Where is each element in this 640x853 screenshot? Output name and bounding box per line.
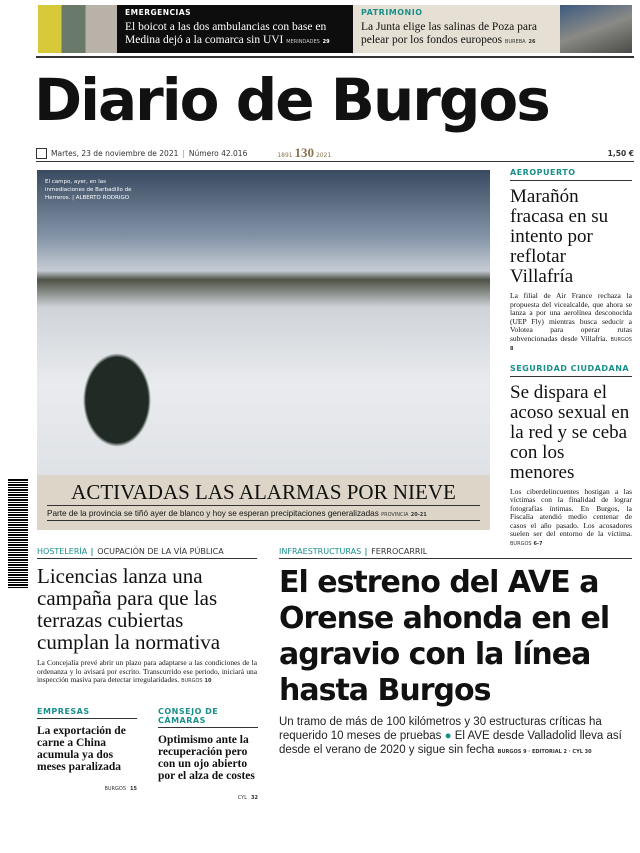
bullet-icon: ● xyxy=(444,730,452,742)
brief-camaras[interactable] xyxy=(158,707,258,804)
kicker: INFRAESTRUCTURAS xyxy=(279,547,362,556)
issue-number: Número 42.016 xyxy=(188,148,248,158)
teaser-headline: La Junta elige las salinas de Poza para pelear por los fondos europeos xyxy=(361,21,537,46)
headline: Marañón fracasa en su intento por reflotar Villafría xyxy=(510,186,609,287)
ref-page: 8 xyxy=(510,346,514,352)
date: Martes, 23 de noviembre de 2021 xyxy=(51,148,179,158)
article-aeropuerto[interactable] xyxy=(510,168,632,354)
subkicker: OCUPACIÓN DE LA VÍA PÚBLICA xyxy=(97,547,224,556)
kicker: EMPRESAS xyxy=(37,707,137,719)
main-photo-band[interactable] xyxy=(37,475,490,530)
ref-page: 20-21 xyxy=(410,512,427,518)
subkicker: FERROCARRIL xyxy=(371,547,428,556)
refs: BURGOS 9 · EDITORIAL 2 · CYL 30 xyxy=(497,749,592,755)
price: 1,50 € xyxy=(607,148,634,158)
pine-tree xyxy=(77,345,157,455)
divider xyxy=(36,56,634,58)
kicker: SEGURIDAD CIUDADANA xyxy=(510,364,632,377)
teaser-emergencias[interactable] xyxy=(117,5,353,53)
teaser-ref: MERINDADES xyxy=(286,39,320,45)
ref: BURGOS xyxy=(610,336,632,343)
anniversary-logo: 1891 130 2021 xyxy=(277,145,332,160)
photo-credit: ALBERTO RODRIGO xyxy=(75,195,130,201)
headline: La exportación de carne a China acumula ya dos meses paralizada xyxy=(37,725,126,773)
divider xyxy=(36,161,634,162)
teaser-page: 29 xyxy=(322,39,330,45)
ref-page: 6-7 xyxy=(533,540,543,547)
dateline: Martes, 23 de noviembre de 2021 | Número 42.016 1891 130 2021 1,50 € xyxy=(36,146,634,160)
headline: El estreno del AVE a Orense ahonda en el agravio con la línea hasta Burgos xyxy=(279,565,610,708)
ref-page: 10 xyxy=(204,678,212,684)
body: La Concejalía prevé abrir un plazo para adaptarse a las condiciones de la ordenanza y lo avisará por escrito. Transcurrido ese periodo, iniciará una inspección masiva para detectar irregularidades. xyxy=(37,658,257,684)
body: La filial de Air France rechaza la propuesta del vicealcalde, que ahora se lanza a por una aerolínea desconocida (UEP Fly) mientras busca seducir a Volotea para operar rutas subvencionadas desde Villafría. xyxy=(510,291,632,343)
article-hosteleria[interactable]: HOSTELERÍA | OCUPACIÓN DE LA VÍA PÚBLICA Licencias lanza una campaña para que las terrazas cubiertas cumplan la normativa La Concejalía prevé abrir un plazo para adaptarse a las condiciones de la ordenanza y lo avisará por escrito. Transcurrido ese periodo, iniciará una inspección masiva para detectar irregularidades. BURGOS 10 xyxy=(37,547,257,684)
kicker: HOSTELERÍA xyxy=(37,547,88,556)
barcode xyxy=(8,478,28,588)
ref-page: 15 xyxy=(130,786,137,792)
headline: Licencias lanza una campaña para que las terrazas cubiertas cumplan la normativa xyxy=(37,564,221,654)
brief-empresas[interactable] xyxy=(37,707,137,795)
main-photo-snow: El campo, ayer, en las inmediaciones de Barbadillo de Herreros. | ALBERTO RODRIGO xyxy=(37,170,490,475)
teaser-kicker: EMERGENCIAS xyxy=(125,8,192,17)
main-subhead: Parte de la provincia se tiñó ayer de blanco y hoy se esperan precipitaciones generalizadas xyxy=(47,509,379,518)
article-seguridad[interactable] xyxy=(510,364,632,549)
city-shield-icon xyxy=(36,148,47,159)
headline: Se dispara el acoso sexual en la red y se ceba con los menores xyxy=(510,381,630,483)
teaser-photo-ambulance xyxy=(38,5,117,53)
ref: CYL xyxy=(237,795,248,801)
kicker: AEROPUERTO xyxy=(510,168,632,181)
teaser-headline: El boicot a las dos ambulancias con base en Medina dejó a la comarca sin UVI xyxy=(125,21,327,46)
ref: PROVINCIA xyxy=(381,512,409,518)
teaser-page: 26 xyxy=(528,39,536,45)
ref: BURGOS xyxy=(510,540,532,547)
masthead-title: Diario de Burgos xyxy=(34,66,549,134)
dek: Un tramo de más de 100 kilómetros y 30 estructuras críticas ha requerido 10 meses de pruebas xyxy=(279,716,602,742)
right-column xyxy=(510,168,632,548)
photo-caption: El campo, ayer, en las inmediaciones de Barbadillo de Herreros. xyxy=(45,179,132,201)
article-lead-ave[interactable]: INFRAESTRUCTURAS | FERROCARRIL El estreno del AVE a Orense ahonda en el agravio con la línea hasta Burgos Un tramo de más de 100 kilómetros y 30 estructuras críticas ha requerido 10 meses de pruebas ● El AVE desde Valladolid lleva así desde el verano de 2020 y sigue sin fecha BURGOS 9 · EDITORIAL 2 · CYL 30 xyxy=(279,547,632,759)
dek: El AVE desde Valladolid lleva así desde el verano de 2020 y sigue sin fecha xyxy=(279,730,622,756)
main-headline: ACTIVADAS LAS ALARMAS POR NIEVE xyxy=(47,479,480,506)
kicker: CONSEJO DE CÁMARAS xyxy=(158,707,258,728)
teaser-kicker: PATRIMONIO xyxy=(361,8,423,17)
teaser-patrimonio[interactable] xyxy=(353,5,560,53)
teaser-ref: BUREBA xyxy=(505,39,526,45)
headline: Optimismo ante la recuperación pero con un ojo abierto por el alza de costes xyxy=(158,734,255,782)
ref: BURGOS xyxy=(181,678,203,684)
body: Los ciberdelincuentes hostigan a las víctimas con la finalidad de lograr fotografías íntimas. En Burgos, la Fiscalía atendió medio centenar de casos el año pasado. Los acosadores suelen ser del entorno de la víctima. xyxy=(510,486,632,538)
teaser-photo-salinas xyxy=(560,5,632,53)
ref: BURGOS xyxy=(104,786,127,792)
ref-page: 32 xyxy=(251,795,258,801)
